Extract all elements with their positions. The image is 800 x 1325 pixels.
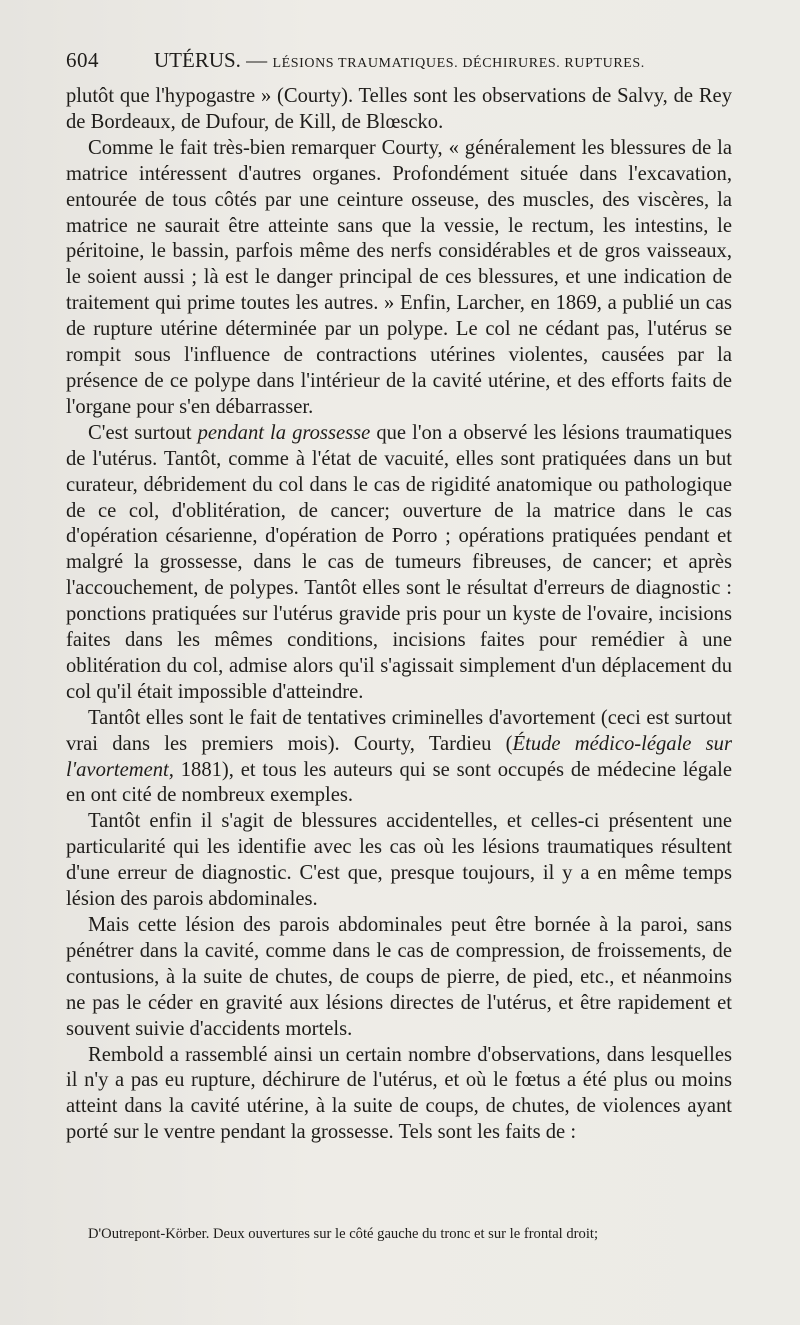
footnote-line: D'Outrepont-Körber. Deux ouvertures sur le côté gauche du tronc et sur le frontal droit; — [88, 1226, 599, 1242]
text-run: que l'on a observé les lésions traumatiques de l'utérus. Tantôt, comme à l'état de vacuité, elles sont pratiquées dans un but curateur, débridement du col dans le cas de rigidité anatomique ou pathologique de ce col, d'oblitération, de cancer; ouverture de la matrice dans le cas d'opération césarienne, d'opération de Porro ; opérations pratiquées pendant et malgré la grossesse, dans le cas de tumeurs fibreuses, de cancer; et après l'accouchement, de polypes. Tantôt elles sont le résultat d'erreurs de diagnostic : ponctions pratiquées sur l'utérus gravide pris pour un kyste de l'ovaire, incisions faites dans les mêmes conditions, incisions faites pour remédier à une oblitération du col, admise alors qu'il s'agissait simplement d'un déplacement du col qu'il était impossible d'atteindre. — [66, 421, 733, 703]
text-run: C'est surtout — [88, 421, 198, 444]
paragraph — [66, 706, 732, 810]
running-subtitle: LÉSIONS TRAUMATIQUES. DÉCHIRURES. RUPTURES. — [272, 56, 645, 71]
page-header — [66, 46, 746, 74]
paragraph: Mais cette lésion des parois abdominales peut être bornée à la paroi, sans pénétrer dans la cavité, comme dans le cas de compression, de froissements, de contusions, à la suite de chutes, de coups de pierre, de pied, etc., et néanmoins ne pas le céder en gravité aux lésions directes de l'utérus, et être rapidement et souvent suivie d'accidents mortels. — [66, 914, 732, 1040]
body-text — [66, 84, 732, 1146]
paragraph: Comme le fait très-bien remarquer Courty, « généralement les blessures de la matrice intéressent d'autres organes. Profondément située dans l'excavation, entourée de tous côtés par une ceinture osseuse, des muscles, des viscères, la matrice ne saurait être atteinte sans que la vessie, le rectum, les intestins, le péritoine, le bassin, parfois même des nerfs considérables et de gros vaisseaux, le soient aussi ; là est le danger principal de ces blessures, et une indication de traitement qui prime toutes les autres. » Enfin, Larcher, en 1869, a publié un cas de rupture utérine déterminée par un polype. Le col ne cédant pas, l'utérus se rompit sous l'influence de contractions utérines violentes, causées par la présence de ce polype dans l'intérieur de la cavité utérine, et des efforts faits de l'organe pour s'en débarrasser. — [66, 136, 732, 418]
running-head — [154, 48, 645, 73]
paragraph-continued: plutôt que l'hypogastre » (Courty). Telles sont les observations de Salvy, de Rey de Bordeaux, de Dufour, de Kill, de Blœscko. — [66, 85, 732, 133]
text-run: 1881), et tous les auteurs qui se sont occupés de médecine légale en ont cité de nombreux exemples. — [66, 758, 732, 807]
paragraph: Rembold a rassemblé ainsi un certain nombre d'observations, dans lesquelles il n'y a pas eu rupture, déchirure de l'utérus, et où le fœtus a été plus ou moins atteint dans la cavité utérine, à la suite de coups, de chutes, de violences ayant porté sur le ventre pendant la grossesse. Tels sont les faits de : — [66, 1043, 732, 1144]
paragraph: Tantôt enfin il s'agit de blessures accidentelles, et celles-ci présentent une particularité qui les identifie avec les cas où les lésions traumatiques résultent d'une erreur de diagnostic. C'est que, presque toujours, il y a en même temps lésion des parois abdominales. — [66, 810, 732, 911]
emphasis: pendant la grossesse — [197, 421, 371, 444]
page-number: 604 — [66, 48, 99, 72]
paragraph — [66, 421, 732, 706]
running-title: UTÉRUS. — — [154, 48, 268, 72]
emphasis: Étude médico-légale sur l'avortement, — [66, 732, 732, 781]
text-run: Tantôt elles sont le fait de tentatives criminelles d'avortement (ceci est surtout vrai dans les premiers mois). Courty, Tardieu ( — [66, 706, 732, 755]
